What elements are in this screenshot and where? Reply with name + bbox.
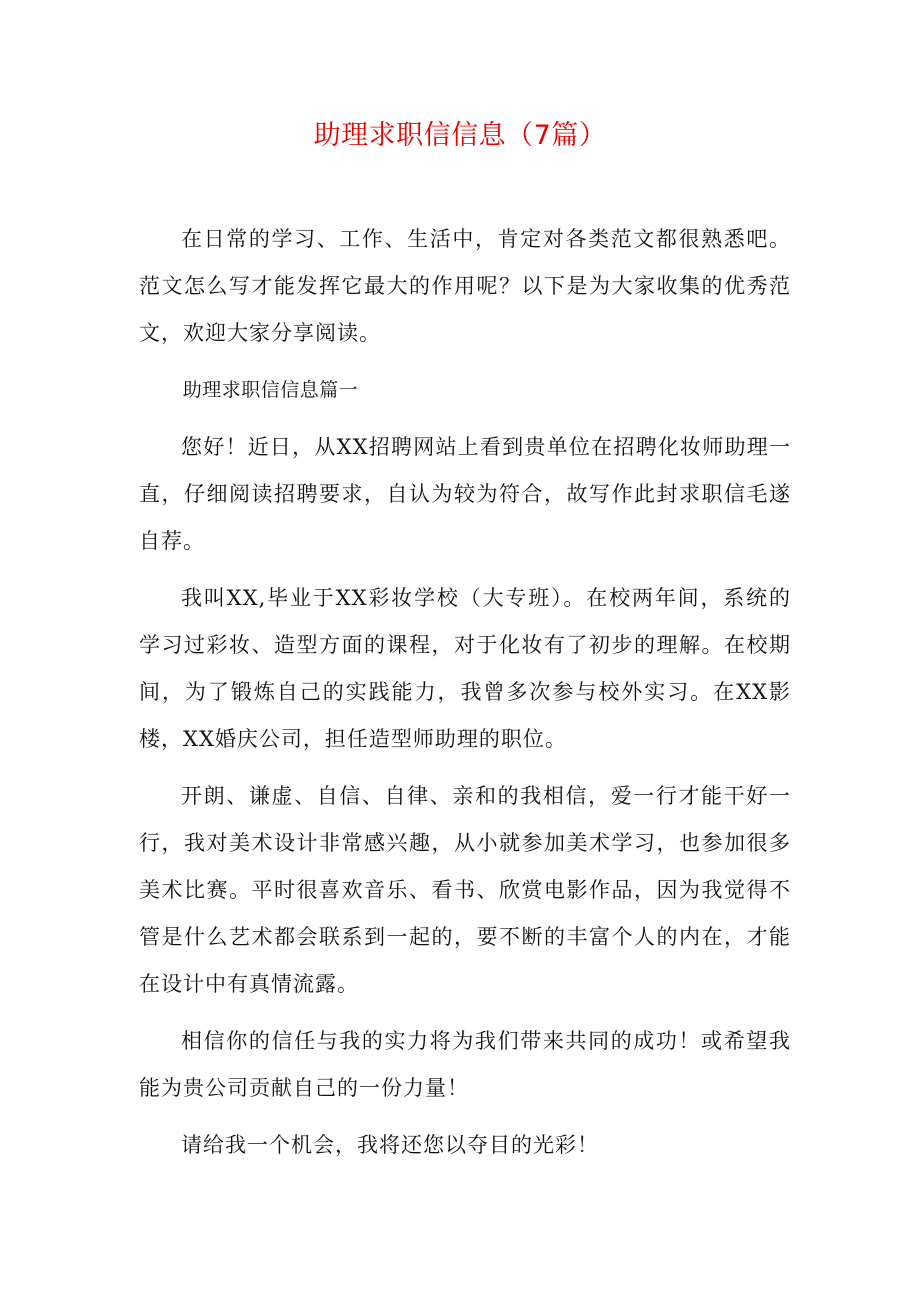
body-paragraph-closing: 请给我一个机会，我将还您以夺目的光彩！ [181, 1133, 599, 1157]
intro-paragraph: 在日常的学习、工作、生活中，肯定对各类范文都很熟悉吧。范文怎么写才能发挥它最大的作用呢？以下是为大家收集的优秀范文，欢迎大家分享阅读。 [139, 227, 791, 345]
document-title: 助理求职信信息（7篇） [313, 120, 607, 151]
body-paragraph-education: 我叫XX,毕业于XX彩妆学校（大专班）。在校两年间，系统的学习过彩妆、造型方面的课程，对于化妆有了初步的理解。在校期间，为了锻炼自己的实践能力，我曾多次参与校外实习。在XX影楼，XX婚庆公司，担任造型师助理的职位。 [139, 586, 791, 751]
document-body [139, 216, 791, 1179]
body-paragraph-confidence: 相信你的信任与我的实力将为我们带来共同的成功！或希望我能为贵公司贡献自己的一份力量！ [139, 1029, 791, 1100]
body-paragraph-personality: 开朗、谦虚、自信、自律、亲和的我相信，爱一行才能干好一行，我对美术设计非常感兴趣，从小就参加美术学习，也参加很多美术比赛。平时很喜欢音乐、看书、欣赏电影作品，因为我觉得不管是什么艺术都会联系到一起的，要不断的丰富个人的内在，才能在设计中有真情流露。 [139, 784, 791, 996]
section-heading: 助理求职信信息篇一 [182, 379, 359, 401]
body-paragraph-greeting: 您好！近日，从XX招聘网站上看到贵单位在招聘化妆师助理一直，仔细阅读招聘要求，自认为较为符合，故写作此封求职信毛遂自荐。 [139, 435, 791, 553]
